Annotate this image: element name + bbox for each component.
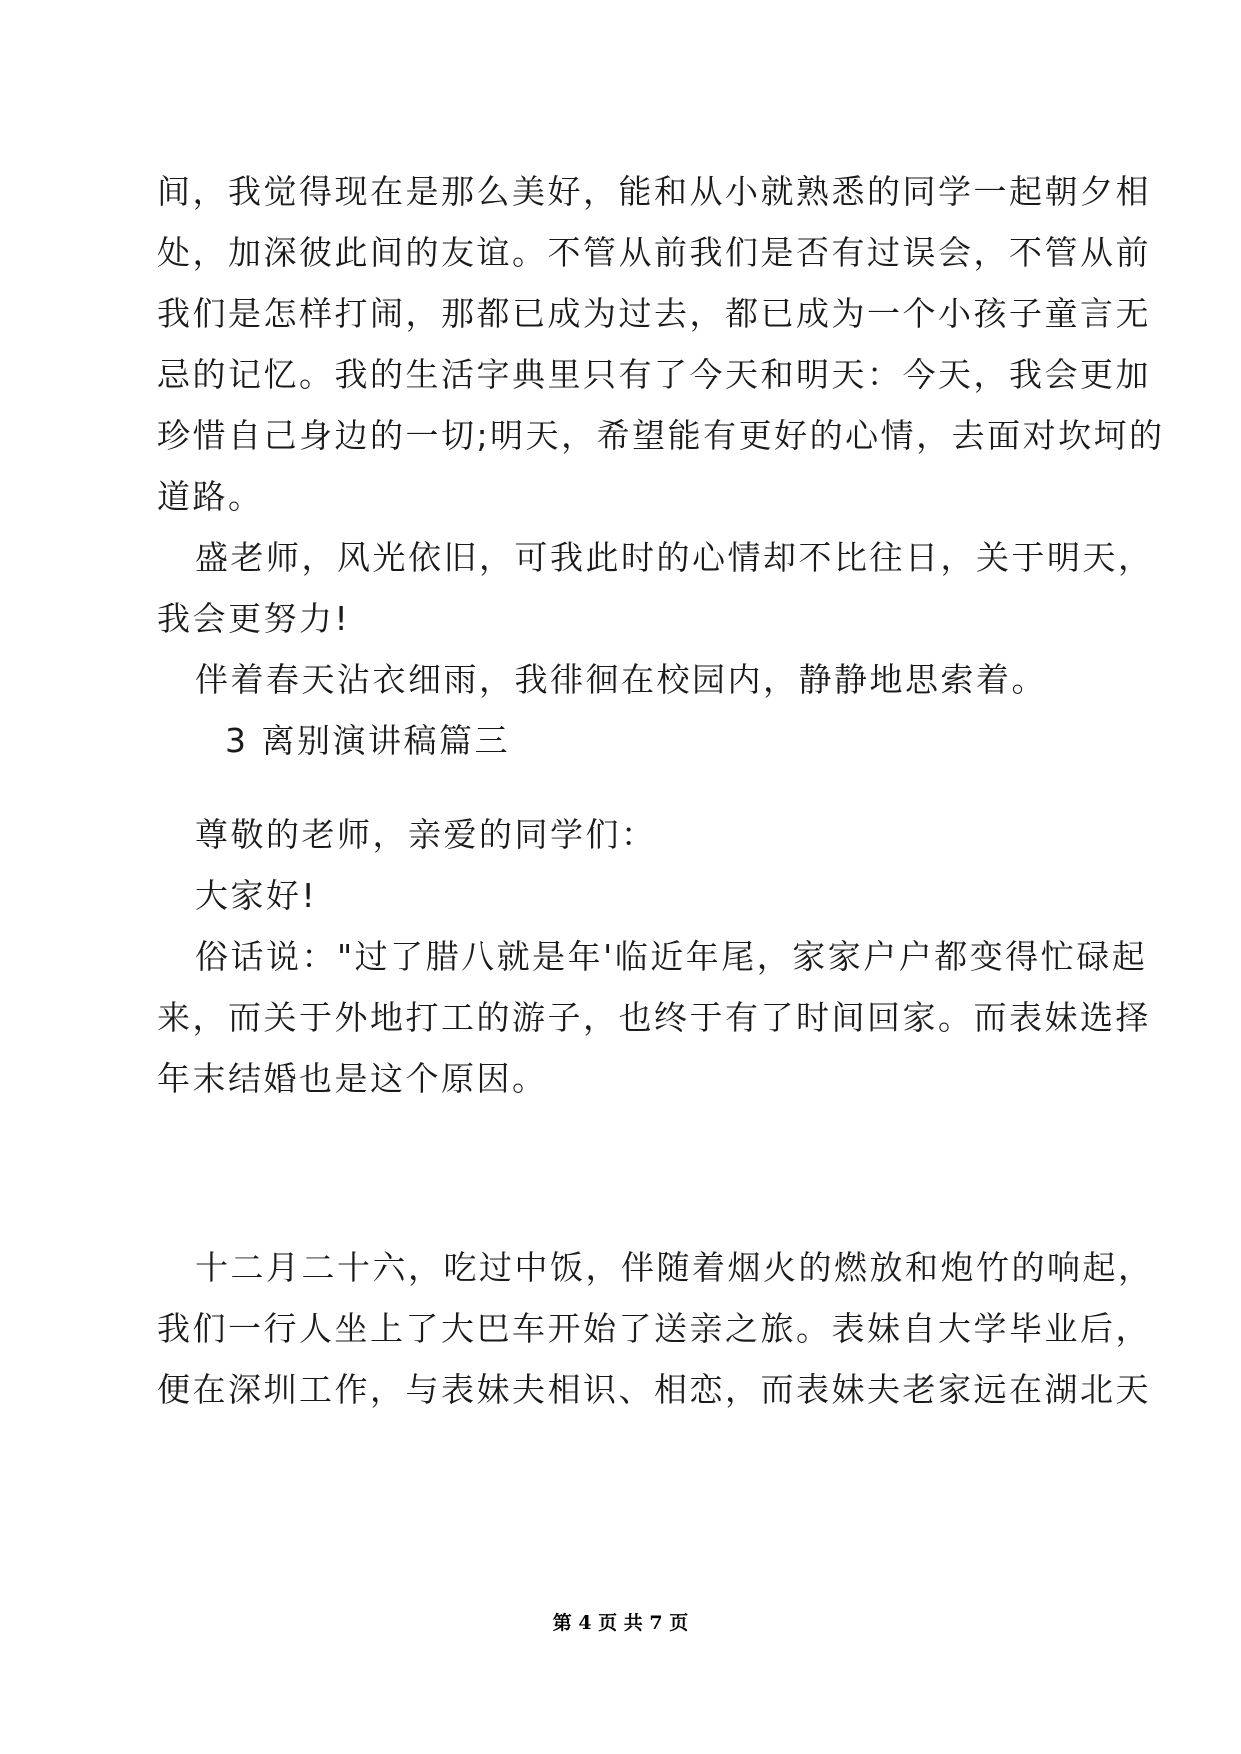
paragraph-line: 便在深圳工作，与表妹夫相识、相恋，而表妹夫老家远在湖北天 [157, 1370, 1151, 1409]
paragraph-line: 我们是怎样打闹，那都已成为过去，都已成为一个小孩子童言无 [157, 294, 1151, 333]
paragraph-line: 忌的记忆。我的生活字典里只有了今天和明天：今天，我会更加 [157, 355, 1151, 394]
paragraph-line: 伴着春天沾衣细雨，我徘徊在校园内，静静地思索着。 [195, 660, 1047, 699]
paragraph-line: 盛老师，风光依旧，可我此时的心情却不比往日，关于明天， [195, 538, 1154, 577]
paragraph-line: 年末结婚也是这个原因。 [157, 1059, 548, 1098]
paragraph-line: 间，我觉得现在是那么美好，能和从小就熟悉的同学一起朝夕相 [157, 172, 1151, 211]
paragraph-line: 处，加深彼此间的友谊。不管从前我们是否有过误会，不管从前 [157, 233, 1151, 272]
section-heading: 3 离别演讲稿篇三 [225, 721, 510, 760]
salutation: 尊敬的老师，亲爱的同学们： [195, 815, 657, 854]
greeting: 大家好! [195, 876, 318, 915]
paragraph-line: 来，而关于外地打工的游子，也终于有了时间回家。而表妹选择 [157, 998, 1151, 1037]
paragraph-line: 珍惜自己身边的一切;明天，希望能有更好的心情，去面对坎坷的 [157, 416, 1165, 455]
paragraph-line: 我会更努力! [157, 599, 351, 638]
paragraph-line: 道路。 [157, 477, 264, 516]
page-number-footer: 第 4 页 共 7 页 [552, 1612, 689, 1634]
paragraph-line: 十二月二十六，吃过中饭，伴随着烟火的燃放和炮竹的响起， [195, 1248, 1154, 1287]
paragraph-line: 俗话说："过了腊八就是年'临近年尾，家家户户都变得忙碌起 [195, 937, 1148, 976]
paragraph-line: 我们一行人坐上了大巴车开始了送亲之旅。表妹自大学毕业后， [157, 1309, 1151, 1348]
